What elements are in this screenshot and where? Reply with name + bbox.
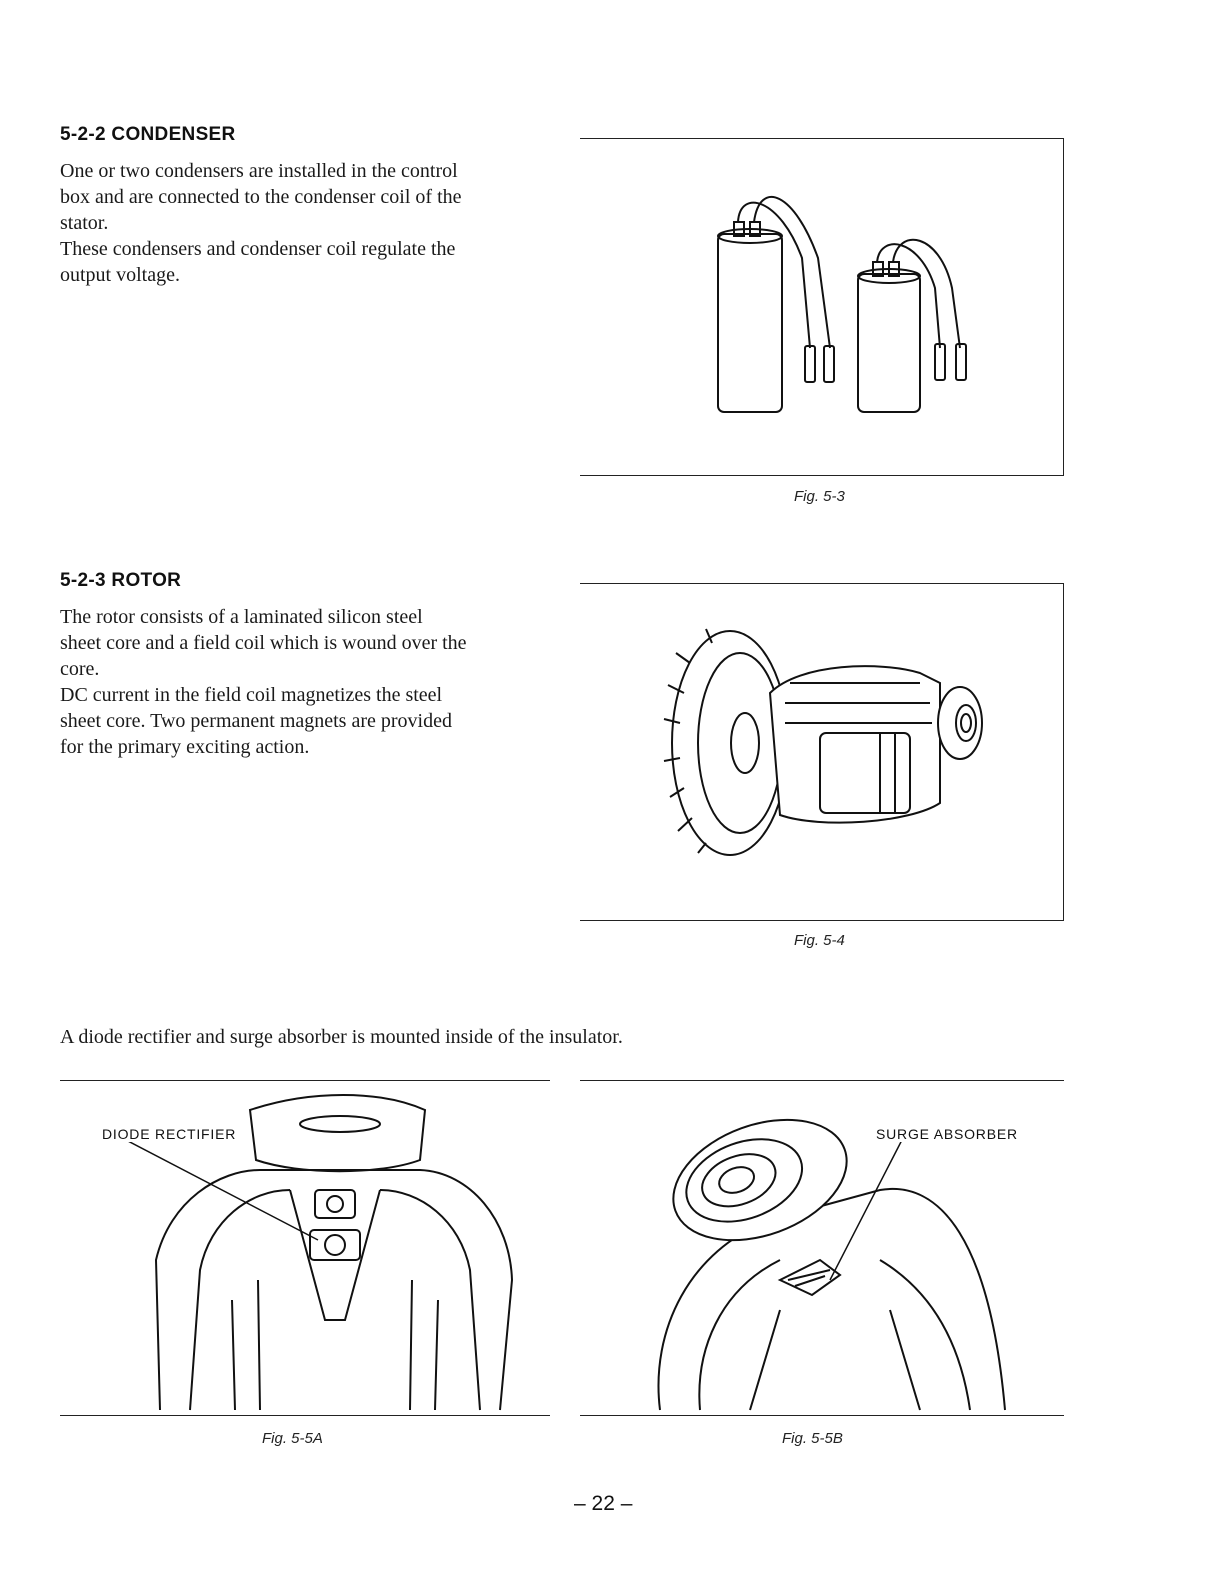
surge-absorber-callout: SURGE ABSORBER xyxy=(876,1126,1018,1142)
diode-rectifier-callout: DIODE RECTIFIER xyxy=(102,1126,237,1142)
condenser-illustration xyxy=(580,138,1064,476)
rotor-heading: 5-2-3 ROTOR xyxy=(60,570,182,591)
page-number: – 22 – xyxy=(574,1492,633,1515)
paragraph-line: stator. xyxy=(60,212,109,234)
paragraph-line: box and are connected to the condenser coil of the xyxy=(60,186,462,208)
figure-5-5b-caption: Fig. 5-5B xyxy=(782,1430,843,1447)
paragraph-line: sheet core. Two permanent magnets are provided xyxy=(60,710,452,732)
intro-text: A diode rectifier and surge absorber is mounted inside of the insulator. xyxy=(60,1026,623,1048)
paragraph-line: for the primary exciting action. xyxy=(60,736,310,758)
figure-5-3-caption: Fig. 5-3 xyxy=(794,488,845,505)
paragraph-line: sheet core and a field coil which is wound over the xyxy=(60,632,467,654)
paragraph-line: DC current in the field coil magnetizes the steel xyxy=(60,684,443,706)
condenser-heading: 5-2-2 CONDENSER xyxy=(60,124,236,145)
rotor-illustration xyxy=(580,583,1064,921)
figure-5-5a-caption: Fig. 5-5A xyxy=(262,1430,323,1447)
paragraph-line: output voltage. xyxy=(60,264,180,286)
figure-5-4-caption: Fig. 5-4 xyxy=(794,932,845,949)
paragraph-line: The rotor consists of a laminated silicon steel xyxy=(60,606,423,628)
paragraph-line: One or two condensers are installed in the control xyxy=(60,160,458,182)
condenser-paragraph xyxy=(60,158,550,288)
paragraph-line: These condensers and condenser coil regulate the xyxy=(60,238,456,260)
rotor-paragraph xyxy=(60,604,550,760)
paragraph-line: core. xyxy=(60,658,100,680)
